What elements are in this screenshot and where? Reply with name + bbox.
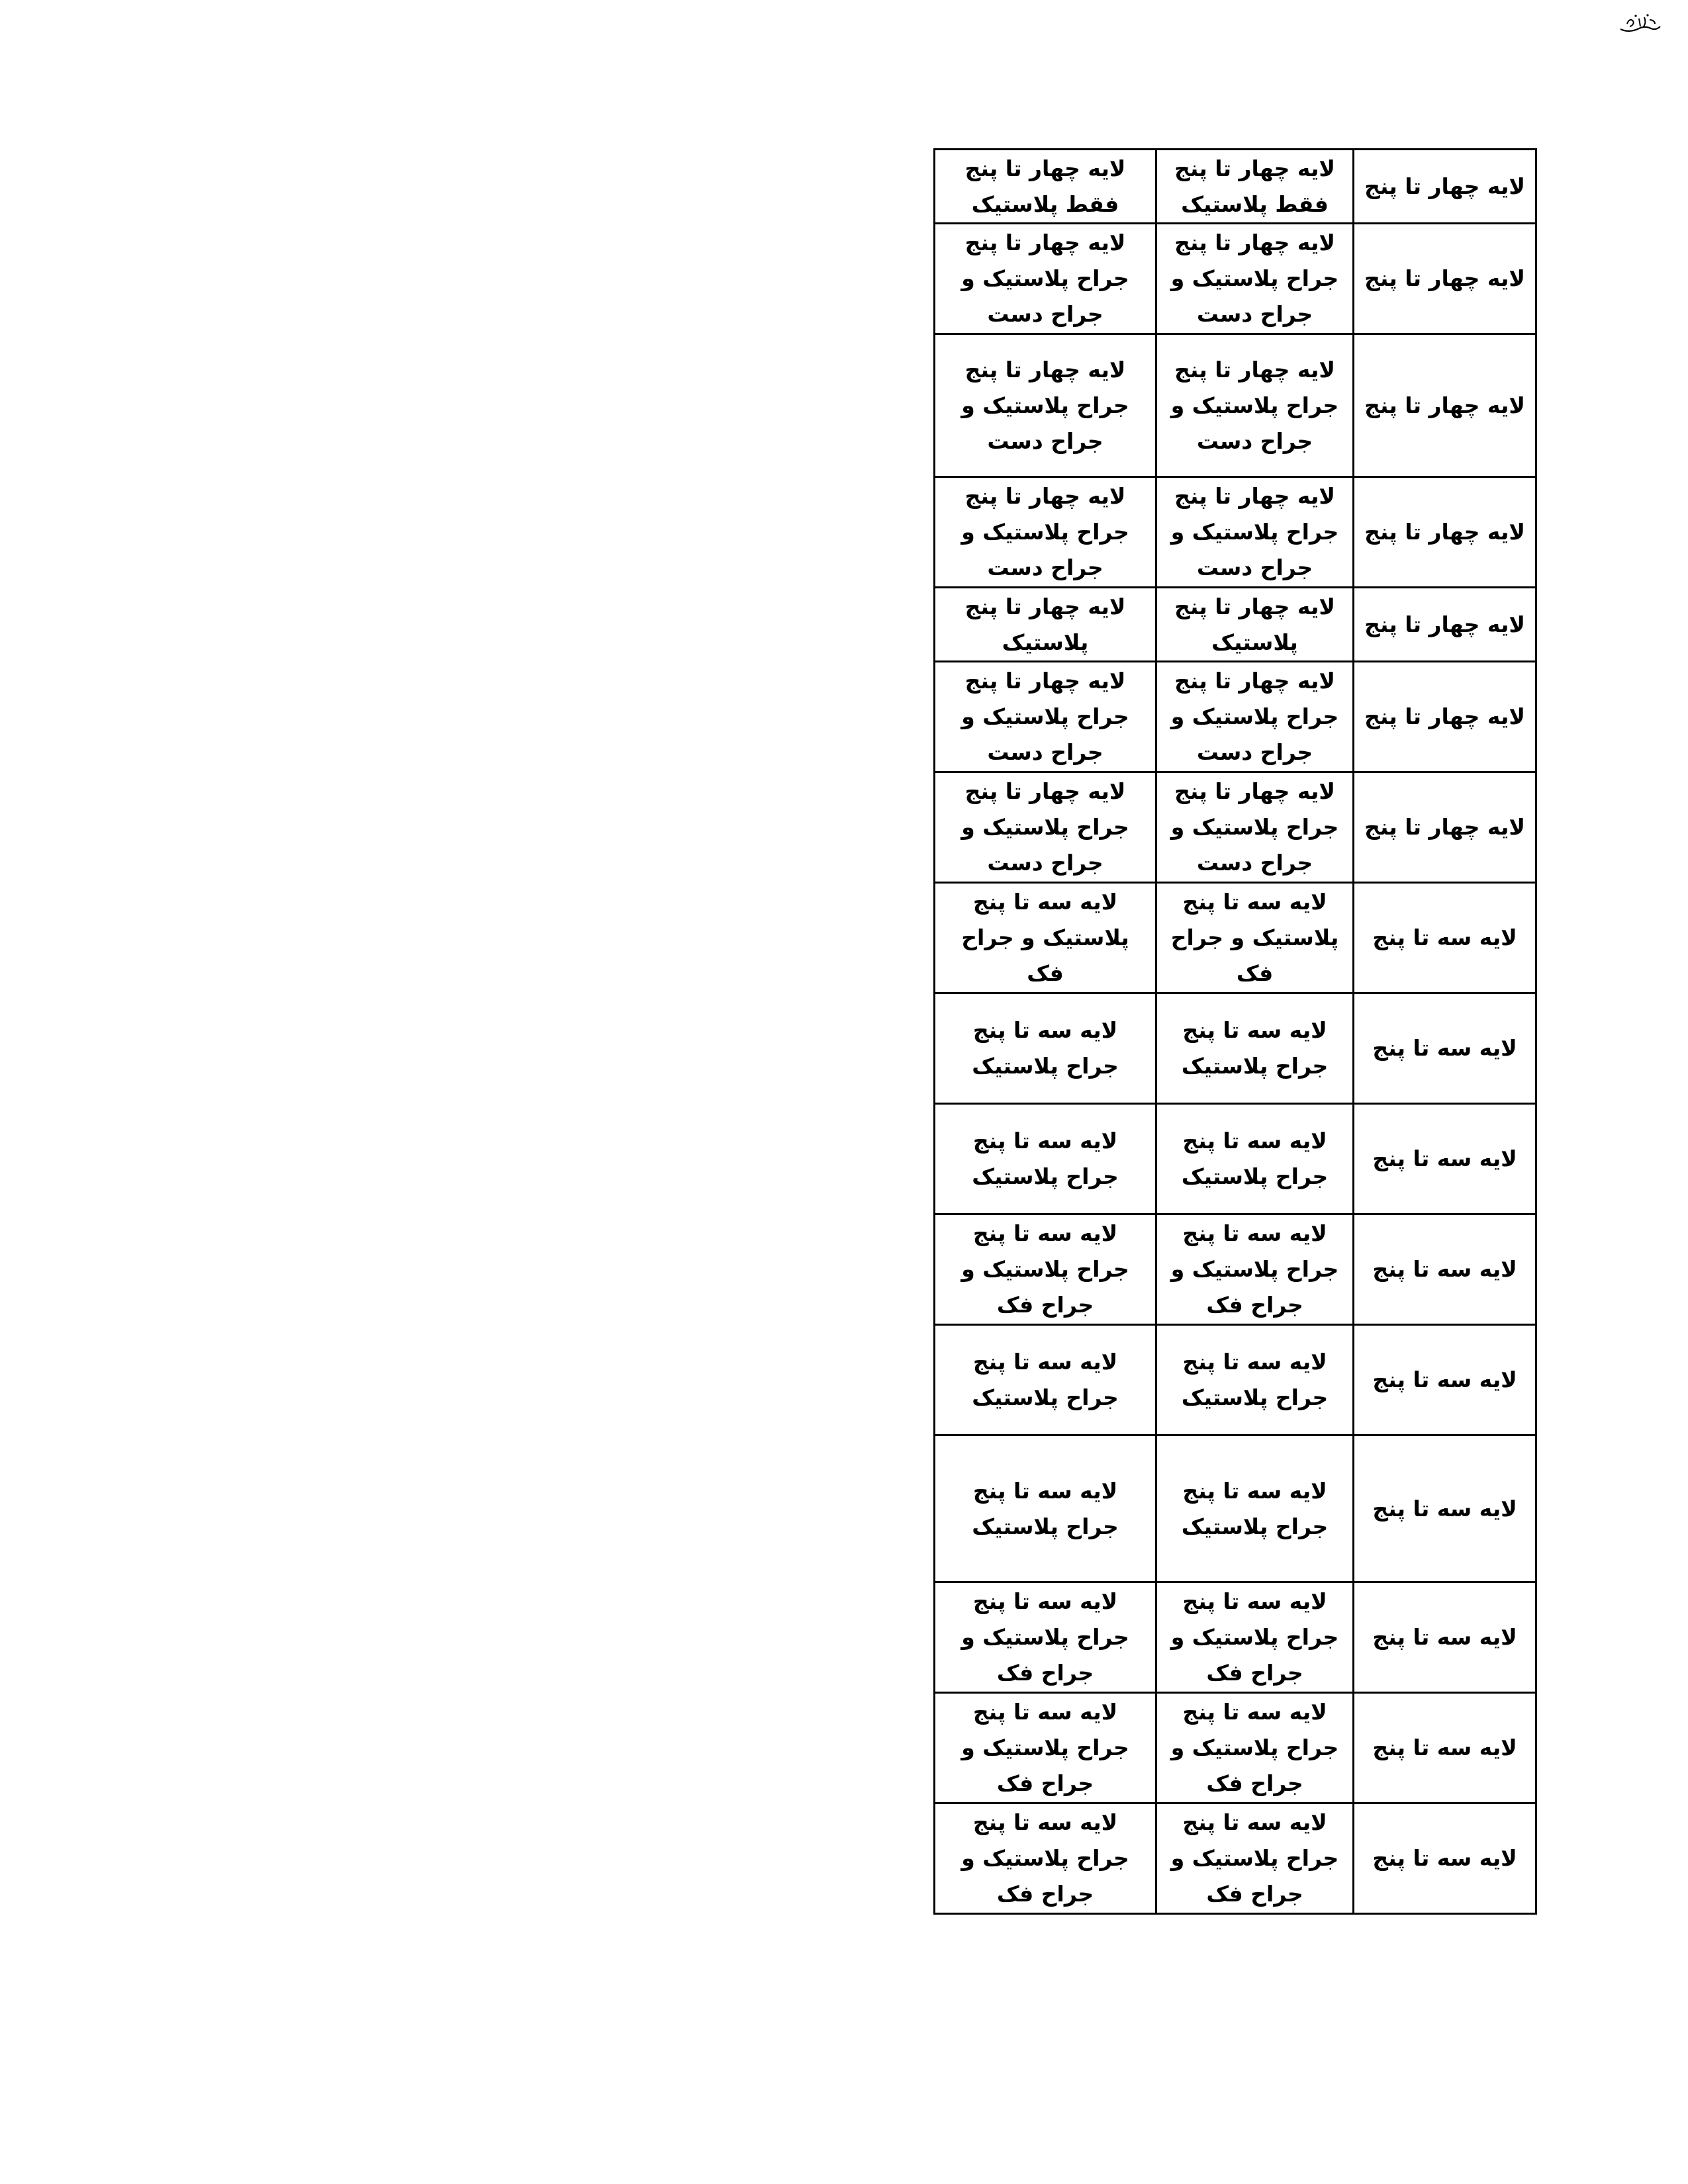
table-cell-layer: لایه سه تا پنج [1354, 883, 1536, 993]
table-cell-detail: لایه سه تا پنج جراح پلاستیک [935, 1435, 1156, 1582]
table-row [935, 772, 1536, 883]
table-cell-detail: لایه سه تا پنج جراح پلاستیک و جراح فک [1156, 1582, 1354, 1693]
table-cell-detail: لایه سه تا پنج پلاستیک و جراح فک [935, 883, 1156, 993]
table-cell-detail: لایه سه تا پنج جراح پلاستیک [935, 1325, 1156, 1435]
table-row [935, 334, 1536, 477]
table-cell-layer: لایه چهار تا پنج [1354, 772, 1536, 883]
table-cell-detail: لایه چهار تا پنج جراح پلاستیک و جراح دست [1156, 662, 1354, 772]
table-cell-layer: لایه سه تا پنج [1354, 1582, 1536, 1693]
table-cell-detail: لایه سه تا پنج جراح پلاستیک و جراح فک [935, 1214, 1156, 1325]
table-row [935, 883, 1536, 993]
table-cell-detail: لایه سه تا پنج جراح پلاستیک [1156, 1104, 1354, 1214]
table-row [935, 1582, 1536, 1693]
table-cell-detail: لایه چهار تا پنج فقط پلاستیک [935, 150, 1156, 224]
table-cell-detail: لایه چهار تا پنج پلاستیک [1156, 588, 1354, 662]
table-cell-detail: لایه چهار تا پنج پلاستیک [935, 588, 1156, 662]
table-cell-detail: لایه چهار تا پنج جراح پلاستیک و جراح دست [935, 334, 1156, 477]
table-cell-detail: لایه سه تا پنج جراح پلاستیک و جراح فک [935, 1582, 1156, 1693]
table-cell-layer: لایه سه تا پنج [1354, 1435, 1536, 1582]
table-row [935, 477, 1536, 588]
table-cell-detail: لایه چهار تا پنج جراح پلاستیک و جراح دست [935, 772, 1156, 883]
table-cell-layer: لایه سه تا پنج [1354, 1803, 1536, 1914]
table-cell-detail: لایه سه تا پنج پلاستیک و جراح فک [1156, 883, 1354, 993]
table-row [935, 224, 1536, 334]
table-cell-detail: لایه سه تا پنج جراح پلاستیک و جراح فک [935, 1803, 1156, 1914]
table-cell-layer: لایه چهار تا پنج [1354, 662, 1536, 772]
table-cell-detail: لایه چهار تا پنج جراح پلاستیک و جراح دست [1156, 224, 1354, 334]
table-row [935, 1435, 1536, 1582]
table-cell-detail: لایه چهار تا پنج جراح پلاستیک و جراح دست [1156, 772, 1354, 883]
table-row [935, 150, 1536, 224]
table-cell-layer: لایه چهار تا پنج [1354, 588, 1536, 662]
table-cell-detail: لایه چهار تا پنج جراح پلاستیک و جراح دست [935, 662, 1156, 772]
table-cell-detail: لایه سه تا پنج جراح پلاستیک [1156, 1435, 1354, 1582]
table-cell-detail: لایه چهار تا پنج جراح پلاستیک و جراح دست [1156, 477, 1354, 588]
table-cell-detail: لایه سه تا پنج جراح پلاستیک [935, 993, 1156, 1104]
table-cell-layer: لایه سه تا پنج [1354, 1214, 1536, 1325]
table-cell-layer: لایه سه تا پنج [1354, 1104, 1536, 1214]
table-cell-detail: لایه سه تا پنج جراح پلاستیک و جراح فک [935, 1693, 1156, 1803]
table-cell-layer: لایه چهار تا پنج [1354, 334, 1536, 477]
table-cell-layer: لایه چهار تا پنج [1354, 477, 1536, 588]
table-cell-layer: لایه چهار تا پنج [1354, 150, 1536, 224]
table-row [935, 662, 1536, 772]
handwritten-logo-icon [1617, 12, 1663, 38]
table-cell-detail: لایه سه تا پنج جراح پلاستیک و جراح فک [1156, 1803, 1354, 1914]
table-cell-detail: لایه سه تا پنج جراح پلاستیک [935, 1104, 1156, 1214]
table-cell-layer: لایه سه تا پنج [1354, 993, 1536, 1104]
table-row [935, 588, 1536, 662]
table-cell-detail: لایه سه تا پنج جراح پلاستیک [1156, 993, 1354, 1104]
watermark-logo [1617, 12, 1663, 38]
table-cell-detail: لایه سه تا پنج جراح پلاستیک [1156, 1325, 1354, 1435]
table-cell-detail: لایه چهار تا پنج جراح پلاستیک و جراح دست [935, 224, 1156, 334]
table-cell-detail: لایه سه تا پنج جراح پلاستیک و جراح فک [1156, 1214, 1354, 1325]
table-row [935, 1104, 1536, 1214]
table-cell-layer: لایه چهار تا پنج [1354, 224, 1536, 334]
table-row [935, 1693, 1536, 1803]
table-row [935, 1325, 1536, 1435]
table-cell-layer: لایه سه تا پنج [1354, 1325, 1536, 1435]
table-cell-detail: لایه چهار تا پنج جراح پلاستیک و جراح دست [1156, 334, 1354, 477]
table-row [935, 1214, 1536, 1325]
table-cell-detail: لایه سه تا پنج جراح پلاستیک و جراح فک [1156, 1693, 1354, 1803]
table-cell-detail: لایه چهار تا پنج جراح پلاستیک و جراح دست [935, 477, 1156, 588]
table-row [935, 993, 1536, 1104]
layers-table [933, 148, 1537, 1915]
table-row [935, 1803, 1536, 1914]
table-cell-layer: لایه سه تا پنج [1354, 1693, 1536, 1803]
table-cell-detail: لایه چهار تا پنج فقط پلاستیک [1156, 150, 1354, 224]
